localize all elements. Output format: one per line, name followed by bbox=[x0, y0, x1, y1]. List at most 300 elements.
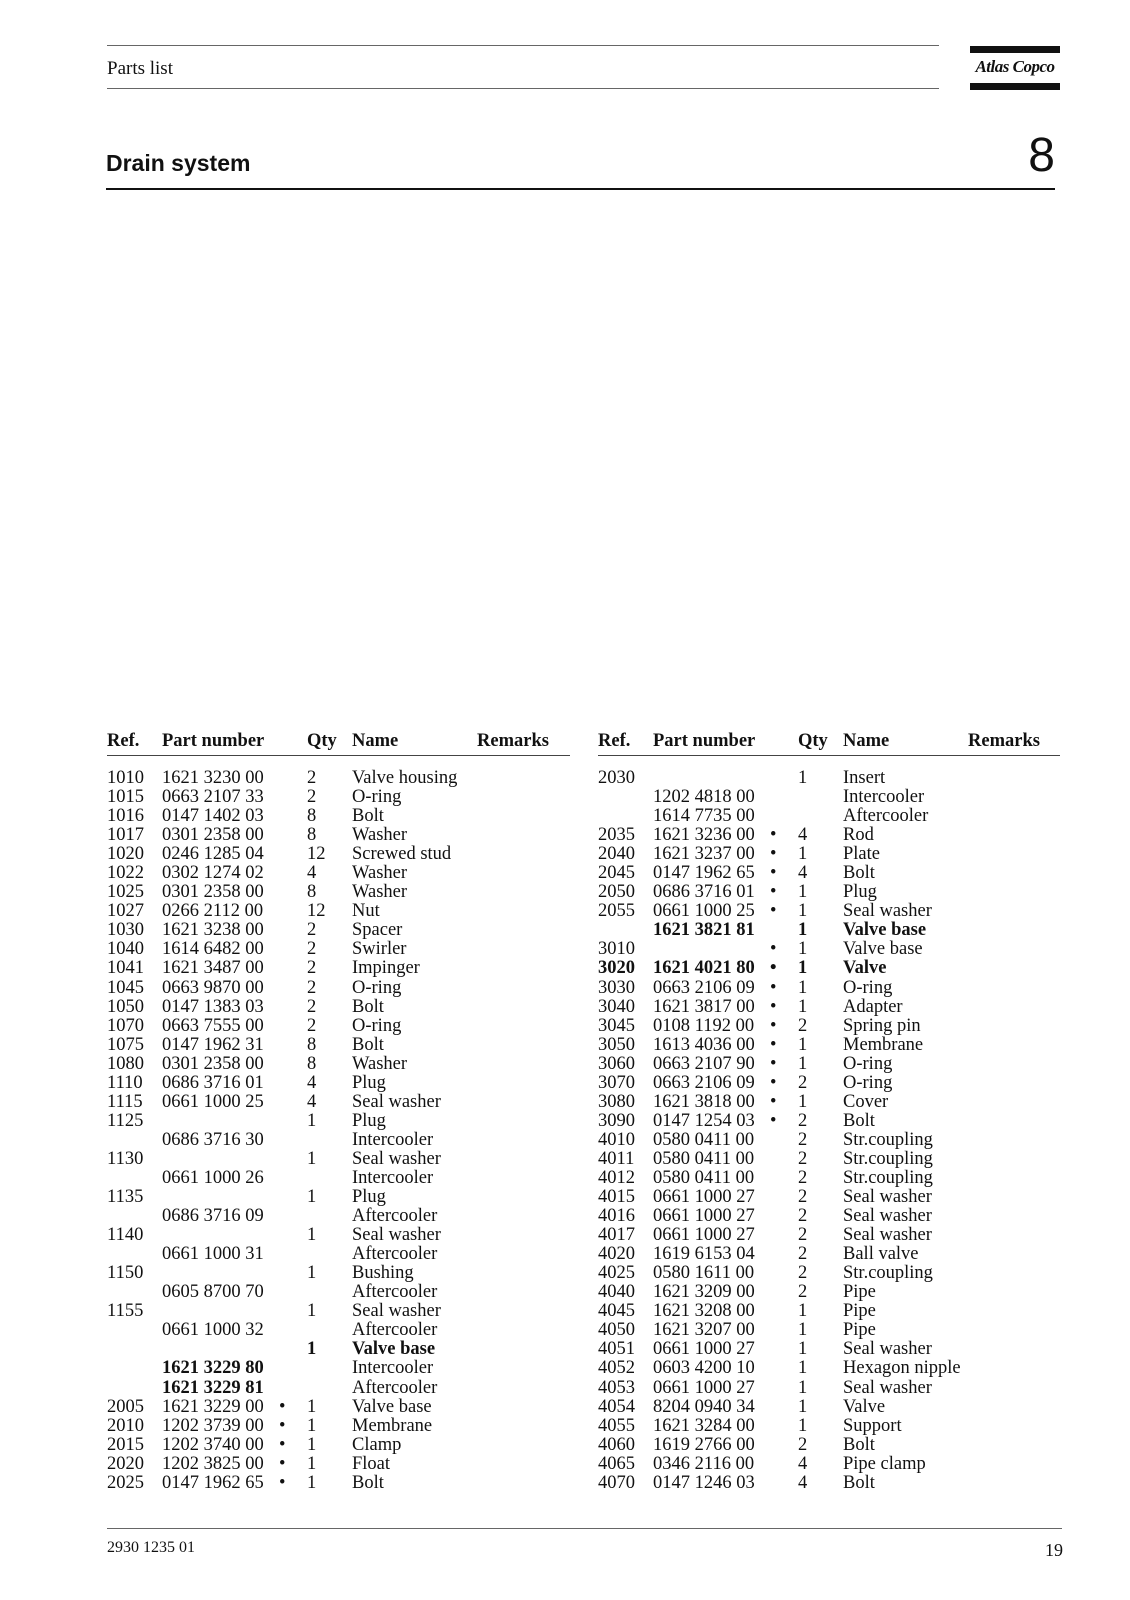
row-name: Seal washer bbox=[352, 1148, 441, 1169]
row-part-number: 0661 1000 25 bbox=[162, 1091, 264, 1112]
row-bullet: • bbox=[770, 844, 777, 865]
row-name: Valve base bbox=[352, 1339, 436, 1360]
row-name: Bolt bbox=[843, 1110, 875, 1131]
row-part-number: 0246 1285 04 bbox=[162, 844, 264, 865]
row-qty: 2 bbox=[307, 768, 317, 788]
row-name: Screwed stud bbox=[352, 844, 452, 865]
row-part-number: 0661 1000 26 bbox=[162, 1167, 264, 1188]
row-bullet: • bbox=[279, 1415, 286, 1436]
row-name: Seal washer bbox=[352, 1091, 441, 1112]
row-part-number: 0661 1000 32 bbox=[162, 1320, 264, 1341]
row-part-number: 0147 1962 65 bbox=[162, 1472, 264, 1493]
row-part-number: 1621 3229 00 bbox=[162, 1396, 264, 1417]
row-part-number: 0301 2358 00 bbox=[162, 882, 264, 903]
row-ref: 1115 bbox=[107, 1091, 143, 1112]
row-name: Bolt bbox=[352, 1472, 384, 1493]
row-part-number: 0663 2107 90 bbox=[653, 1053, 755, 1074]
row-ref: 2035 bbox=[598, 825, 635, 846]
row-ref: 3010 bbox=[598, 939, 635, 960]
row-qty: 2 bbox=[798, 1187, 808, 1208]
row-bullet: • bbox=[770, 1053, 777, 1074]
row-name: Bolt bbox=[843, 1472, 875, 1493]
row-name: Washer bbox=[352, 1053, 408, 1074]
row-name: Valve housing bbox=[352, 768, 458, 788]
row-name: O-ring bbox=[843, 977, 893, 998]
row-part-number: 0147 1962 31 bbox=[162, 1034, 264, 1055]
row-ref: 1050 bbox=[107, 996, 144, 1017]
row-bullet: • bbox=[770, 1072, 777, 1093]
row-name: Str.coupling bbox=[843, 1167, 933, 1188]
row-ref: 1135 bbox=[107, 1187, 144, 1208]
row-name: Insert bbox=[843, 768, 886, 788]
row-ref: 3050 bbox=[598, 1034, 635, 1055]
row-part-number: 1621 3487 00 bbox=[162, 958, 264, 979]
row-part-number: 0147 1402 03 bbox=[162, 806, 264, 827]
row-qty: 1 bbox=[798, 1339, 808, 1360]
row-ref: 4045 bbox=[598, 1301, 635, 1322]
row-part-number: 1621 3209 00 bbox=[653, 1282, 755, 1303]
row-name: Pipe bbox=[843, 1282, 876, 1303]
row-name: Hexagon nipple bbox=[843, 1358, 961, 1379]
row-name: O-ring bbox=[352, 977, 402, 998]
row-ref: 4015 bbox=[598, 1187, 635, 1208]
row-ref: 1027 bbox=[107, 901, 144, 922]
row-name: Pipe bbox=[843, 1301, 876, 1322]
row-qty: 2 bbox=[798, 1225, 808, 1246]
row-qty: 2 bbox=[798, 1072, 808, 1093]
row-ref: 1025 bbox=[107, 882, 144, 903]
row-ref: 1016 bbox=[107, 806, 144, 827]
row-part-number: 1621 3818 00 bbox=[653, 1091, 755, 1112]
row-name: Intercooler bbox=[352, 1358, 434, 1379]
row-ref: 4051 bbox=[598, 1339, 635, 1360]
row-ref: 4020 bbox=[598, 1244, 635, 1265]
col-ref-header: Ref. bbox=[107, 731, 140, 751]
row-qty: 1 bbox=[798, 768, 808, 788]
row-qty: 12 bbox=[307, 901, 326, 922]
row-ref: 4017 bbox=[598, 1225, 635, 1246]
row-name: Nut bbox=[352, 901, 380, 922]
row-ref: 4025 bbox=[598, 1263, 635, 1284]
row-name: Valve base bbox=[843, 939, 923, 960]
row-name: Membrane bbox=[352, 1415, 433, 1436]
row-part-number: 0686 3716 01 bbox=[162, 1072, 264, 1093]
row-name: Plug bbox=[352, 1187, 386, 1208]
row-qty: 2 bbox=[798, 1110, 808, 1131]
row-ref: 3030 bbox=[598, 977, 635, 998]
row-part-number: 8204 0940 34 bbox=[653, 1396, 755, 1417]
col-name-header: Name bbox=[843, 731, 890, 751]
row-part-number: 0661 1000 27 bbox=[653, 1225, 755, 1246]
footer-page-number: 19 bbox=[1045, 1540, 1063, 1560]
row-part-number: 1621 4021 80 bbox=[653, 958, 755, 979]
col-part-header: Part number bbox=[162, 731, 265, 751]
row-part-number: 0147 1962 65 bbox=[653, 863, 755, 884]
row-qty: 1 bbox=[798, 882, 808, 903]
row-part-number: 0663 9870 00 bbox=[162, 977, 264, 998]
row-qty: 1 bbox=[798, 996, 808, 1017]
row-part-number: 1621 3237 00 bbox=[653, 844, 755, 865]
row-part-number: 0147 1383 03 bbox=[162, 996, 264, 1017]
logo-bar-top bbox=[970, 46, 1060, 53]
row-qty: 1 bbox=[798, 844, 808, 865]
row-ref: 1110 bbox=[107, 1072, 143, 1093]
row-part-number: 1614 6482 00 bbox=[162, 939, 264, 960]
row-name: Cover bbox=[843, 1091, 889, 1112]
row-part-number: 1621 3208 00 bbox=[653, 1301, 755, 1322]
row-ref: 2025 bbox=[107, 1472, 144, 1493]
row-ref: 1130 bbox=[107, 1148, 144, 1169]
row-name: Aftercooler bbox=[352, 1206, 438, 1227]
row-ref: 3080 bbox=[598, 1091, 635, 1112]
row-bullet: • bbox=[770, 977, 777, 998]
row-qty: 1 bbox=[307, 1225, 317, 1246]
row-name: O-ring bbox=[843, 1053, 893, 1074]
section-number: 8 bbox=[1028, 129, 1055, 182]
row-part-number: 0663 2106 09 bbox=[653, 1072, 755, 1093]
row-qty: 8 bbox=[307, 882, 317, 903]
row-qty: 2 bbox=[798, 1148, 808, 1169]
row-name: Clamp bbox=[352, 1434, 402, 1455]
row-qty: 8 bbox=[307, 806, 317, 827]
row-part-number: 0663 7555 00 bbox=[162, 1015, 264, 1036]
row-ref: 2005 bbox=[107, 1396, 144, 1417]
row-part-number: 0108 1192 00 bbox=[653, 1015, 755, 1036]
row-name: Valve bbox=[843, 958, 887, 979]
row-qty: 1 bbox=[798, 1396, 808, 1417]
row-name: Adapter bbox=[843, 996, 903, 1017]
row-qty: 1 bbox=[798, 939, 808, 960]
row-name: Bushing bbox=[352, 1263, 414, 1284]
row-part-number: 0580 0411 00 bbox=[653, 1129, 755, 1150]
col-part-header: Part number bbox=[653, 731, 756, 751]
row-ref: 4053 bbox=[598, 1377, 635, 1398]
row-qty: 8 bbox=[307, 1034, 317, 1055]
row-name: Bolt bbox=[843, 1434, 875, 1455]
row-name: Spacer bbox=[352, 920, 403, 941]
row-part-number: 0301 2358 00 bbox=[162, 825, 264, 846]
row-part-number: 0661 1000 27 bbox=[653, 1377, 755, 1398]
row-qty: 1 bbox=[798, 977, 808, 998]
row-qty: 12 bbox=[307, 844, 326, 865]
row-ref: 4010 bbox=[598, 1129, 635, 1150]
row-part-number: 0686 3716 30 bbox=[162, 1129, 264, 1150]
row-qty: 1 bbox=[798, 1320, 808, 1341]
row-part-number: 0605 8700 70 bbox=[162, 1282, 264, 1303]
row-ref: 4052 bbox=[598, 1358, 635, 1379]
col-ref-header: Ref. bbox=[598, 731, 631, 751]
row-qty: 2 bbox=[798, 1282, 808, 1303]
row-name: Bolt bbox=[843, 863, 875, 884]
row-part-number: 0302 1274 02 bbox=[162, 863, 264, 884]
row-ref: 1075 bbox=[107, 1034, 144, 1055]
row-name: Spring pin bbox=[843, 1015, 921, 1036]
row-qty: 1 bbox=[798, 1415, 808, 1436]
row-name: Seal washer bbox=[843, 1187, 932, 1208]
row-ref: 1045 bbox=[107, 977, 144, 998]
row-qty: 4 bbox=[798, 825, 808, 846]
row-name: Plug bbox=[843, 882, 877, 903]
row-name: Washer bbox=[352, 882, 408, 903]
section-title: Drain system bbox=[106, 150, 251, 176]
row-part-number: 1621 3236 00 bbox=[653, 825, 755, 846]
row-part-number: 0603 4200 10 bbox=[653, 1358, 755, 1379]
row-ref: 1155 bbox=[107, 1301, 144, 1322]
row-ref: 2055 bbox=[598, 901, 635, 922]
row-ref: 1017 bbox=[107, 825, 144, 846]
row-ref: 4065 bbox=[598, 1453, 635, 1474]
row-qty: 2 bbox=[798, 1167, 808, 1188]
brand-wordmark: Atlas Copco bbox=[975, 57, 1055, 76]
row-part-number: 1621 3821 81 bbox=[653, 920, 755, 941]
row-qty: 2 bbox=[307, 920, 317, 941]
row-ref: 1040 bbox=[107, 939, 144, 960]
row-bullet: • bbox=[770, 1034, 777, 1055]
row-part-number: 0686 3716 09 bbox=[162, 1206, 264, 1227]
row-part-number: 0661 1000 25 bbox=[653, 901, 755, 922]
row-part-number: 0661 1000 31 bbox=[162, 1244, 264, 1265]
row-bullet: • bbox=[770, 825, 777, 846]
row-part-number: 1621 3230 00 bbox=[162, 768, 264, 788]
row-name: Washer bbox=[352, 863, 408, 884]
row-qty: 1 bbox=[307, 1434, 317, 1455]
row-ref: 1030 bbox=[107, 920, 144, 941]
row-name: Membrane bbox=[843, 1034, 924, 1055]
row-qty: 1 bbox=[307, 1148, 317, 1169]
row-name: Seal washer bbox=[843, 1225, 932, 1246]
table-header-rule bbox=[598, 755, 1060, 756]
row-qty: 1 bbox=[798, 1377, 808, 1398]
row-name: Aftercooler bbox=[843, 806, 929, 827]
row-ref: 1022 bbox=[107, 863, 144, 884]
row-qty: 2 bbox=[307, 977, 317, 998]
row-name: Seal washer bbox=[843, 1377, 932, 1398]
row-bullet: • bbox=[279, 1472, 286, 1493]
row-part-number: 0686 3716 01 bbox=[653, 882, 755, 903]
row-name: Float bbox=[352, 1453, 391, 1474]
row-qty: 4 bbox=[798, 1453, 808, 1474]
row-qty: 2 bbox=[798, 1129, 808, 1150]
footer-rule bbox=[107, 1528, 1062, 1529]
row-part-number: 1619 2766 00 bbox=[653, 1434, 755, 1455]
row-qty: 1 bbox=[307, 1415, 317, 1436]
row-part-number: 0147 1254 03 bbox=[653, 1110, 755, 1131]
row-bullet: • bbox=[770, 1110, 777, 1131]
row-ref: 1070 bbox=[107, 1015, 144, 1036]
row-qty: 8 bbox=[307, 1053, 317, 1074]
row-qty: 1 bbox=[307, 1339, 317, 1360]
row-name: Seal washer bbox=[843, 901, 932, 922]
row-part-number: 0661 1000 27 bbox=[653, 1339, 755, 1360]
row-bullet: • bbox=[770, 882, 777, 903]
row-qty: 2 bbox=[307, 958, 317, 979]
row-part-number: 1613 4036 00 bbox=[653, 1034, 755, 1055]
row-part-number: 0661 1000 27 bbox=[653, 1206, 755, 1227]
row-part-number: 1621 3207 00 bbox=[653, 1320, 755, 1341]
row-qty: 2 bbox=[798, 1206, 808, 1227]
row-name: O-ring bbox=[352, 787, 402, 808]
row-qty: 1 bbox=[798, 920, 808, 941]
row-ref: 4040 bbox=[598, 1282, 635, 1303]
row-ref: 4060 bbox=[598, 1434, 635, 1455]
row-part-number: 1621 3229 81 bbox=[162, 1377, 264, 1398]
row-ref: 3040 bbox=[598, 996, 635, 1017]
row-name: Intercooler bbox=[352, 1167, 434, 1188]
row-ref: 3045 bbox=[598, 1015, 635, 1036]
row-qty: 1 bbox=[307, 1472, 317, 1493]
row-qty: 2 bbox=[798, 1015, 808, 1036]
row-bullet: • bbox=[770, 1015, 777, 1036]
row-name: Str.coupling bbox=[843, 1129, 933, 1150]
row-part-number: 1202 3740 00 bbox=[162, 1434, 264, 1455]
row-part-number: 0147 1246 03 bbox=[653, 1472, 755, 1493]
row-ref: 4016 bbox=[598, 1206, 635, 1227]
row-name: Aftercooler bbox=[352, 1282, 438, 1303]
col-qty-header: Qty bbox=[798, 731, 828, 751]
row-name: Bolt bbox=[352, 1034, 384, 1055]
row-bullet: • bbox=[770, 939, 777, 960]
row-ref: 4050 bbox=[598, 1320, 635, 1341]
row-part-number: 0580 0411 00 bbox=[653, 1167, 755, 1188]
row-qty: 2 bbox=[307, 787, 317, 808]
row-name: Pipe clamp bbox=[843, 1453, 926, 1474]
row-ref: 1140 bbox=[107, 1225, 144, 1246]
row-name: Plug bbox=[352, 1072, 386, 1093]
row-qty: 4 bbox=[798, 1472, 808, 1493]
row-name: O-ring bbox=[843, 1072, 893, 1093]
row-name: Bolt bbox=[352, 996, 384, 1017]
row-part-number: 1202 3825 00 bbox=[162, 1453, 264, 1474]
row-bullet: • bbox=[279, 1434, 286, 1455]
footer-doc-number: 2930 1235 01 bbox=[107, 1539, 195, 1556]
row-ref: 1150 bbox=[107, 1263, 144, 1284]
section-rule bbox=[106, 188, 1055, 190]
col-name-header: Name bbox=[352, 731, 399, 751]
row-part-number: 1621 3238 00 bbox=[162, 920, 264, 941]
row-name: Intercooler bbox=[352, 1129, 434, 1150]
row-name: Rod bbox=[843, 825, 874, 846]
row-bullet: • bbox=[279, 1396, 286, 1417]
row-part-number: 0346 2116 00 bbox=[653, 1453, 755, 1474]
row-qty: 1 bbox=[307, 1110, 317, 1131]
row-qty: 4 bbox=[307, 1091, 317, 1112]
row-name: Aftercooler bbox=[352, 1320, 438, 1341]
row-name: Valve bbox=[843, 1396, 886, 1417]
row-ref: 2010 bbox=[107, 1415, 144, 1436]
row-name: Str.coupling bbox=[843, 1263, 933, 1284]
row-ref: 1015 bbox=[107, 787, 144, 808]
row-name: O-ring bbox=[352, 1015, 402, 1036]
row-part-number: 1621 3817 00 bbox=[653, 996, 755, 1017]
row-qty: 2 bbox=[307, 1015, 317, 1036]
row-bullet: • bbox=[770, 863, 777, 884]
row-part-number: 1621 3284 00 bbox=[653, 1415, 755, 1436]
row-qty: 1 bbox=[798, 1034, 808, 1055]
row-qty: 2 bbox=[798, 1244, 808, 1265]
row-part-number: 1614 7735 00 bbox=[653, 806, 755, 827]
row-qty: 1 bbox=[798, 1301, 808, 1322]
row-name: Str.coupling bbox=[843, 1148, 933, 1169]
row-part-number: 0301 2358 00 bbox=[162, 1053, 264, 1074]
row-bullet: • bbox=[770, 1091, 777, 1112]
row-name: Pipe bbox=[843, 1320, 876, 1341]
row-ref: 1020 bbox=[107, 844, 144, 865]
row-name: Bolt bbox=[352, 806, 384, 827]
row-qty: 1 bbox=[798, 1053, 808, 1074]
row-ref: 2020 bbox=[107, 1453, 144, 1474]
row-part-number: 1202 3739 00 bbox=[162, 1415, 264, 1436]
row-bullet: • bbox=[279, 1453, 286, 1474]
row-qty: 1 bbox=[798, 1358, 808, 1379]
row-qty: 2 bbox=[798, 1434, 808, 1455]
row-part-number: 0266 2112 00 bbox=[162, 901, 264, 922]
row-ref: 4011 bbox=[598, 1148, 635, 1169]
row-qty: 1 bbox=[307, 1301, 317, 1322]
row-ref: 2050 bbox=[598, 882, 635, 903]
row-name: Seal washer bbox=[352, 1301, 441, 1322]
row-ref: 3020 bbox=[598, 958, 635, 979]
row-name: Aftercooler bbox=[352, 1377, 438, 1398]
row-qty: 2 bbox=[307, 939, 317, 960]
row-name: Intercooler bbox=[843, 787, 925, 808]
row-bullet: • bbox=[770, 996, 777, 1017]
header-bottom-rule bbox=[107, 88, 939, 89]
row-qty: 2 bbox=[798, 1263, 808, 1284]
col-remarks-header: Remarks bbox=[968, 731, 1040, 751]
row-name: Washer bbox=[352, 825, 408, 846]
col-remarks-header: Remarks bbox=[477, 731, 549, 751]
row-name: Valve base bbox=[843, 920, 927, 941]
row-ref: 4054 bbox=[598, 1396, 635, 1417]
brand-logo bbox=[970, 46, 1060, 90]
row-name: Seal washer bbox=[843, 1206, 932, 1227]
row-ref: 3090 bbox=[598, 1110, 635, 1131]
row-qty: 8 bbox=[307, 825, 317, 846]
row-bullet: • bbox=[770, 901, 777, 922]
row-ref: 2015 bbox=[107, 1434, 144, 1455]
row-qty: 4 bbox=[307, 1072, 317, 1093]
row-qty: 1 bbox=[798, 958, 808, 979]
row-qty: 2 bbox=[307, 996, 317, 1017]
row-name: Seal washer bbox=[352, 1225, 441, 1246]
row-ref: 4055 bbox=[598, 1415, 635, 1436]
row-ref: 2030 bbox=[598, 768, 635, 788]
row-qty: 1 bbox=[307, 1187, 317, 1208]
table-header-rule bbox=[107, 755, 570, 756]
row-part-number: 0661 1000 27 bbox=[653, 1187, 755, 1208]
row-qty: 1 bbox=[307, 1263, 317, 1284]
row-qty: 1 bbox=[798, 901, 808, 922]
col-qty-header: Qty bbox=[307, 731, 337, 751]
row-part-number: 1621 3229 80 bbox=[162, 1358, 264, 1379]
row-ref: 3060 bbox=[598, 1053, 635, 1074]
row-part-number: 0580 0411 00 bbox=[653, 1148, 755, 1169]
logo-bar-bottom bbox=[970, 83, 1060, 90]
row-qty: 1 bbox=[307, 1453, 317, 1474]
row-ref: 1010 bbox=[107, 768, 144, 788]
row-part-number: 1619 6153 04 bbox=[653, 1244, 755, 1265]
row-name: Plug bbox=[352, 1110, 386, 1131]
header-top-rule bbox=[107, 45, 939, 46]
row-name: Impinger bbox=[352, 958, 420, 979]
row-ref: 3070 bbox=[598, 1072, 635, 1093]
row-bullet: • bbox=[770, 958, 777, 979]
row-part-number: 0580 1611 00 bbox=[653, 1263, 755, 1284]
row-name: Valve base bbox=[352, 1396, 432, 1417]
row-name: Seal washer bbox=[843, 1339, 932, 1360]
row-ref: 1080 bbox=[107, 1053, 144, 1074]
header-label: Parts list bbox=[107, 58, 173, 79]
